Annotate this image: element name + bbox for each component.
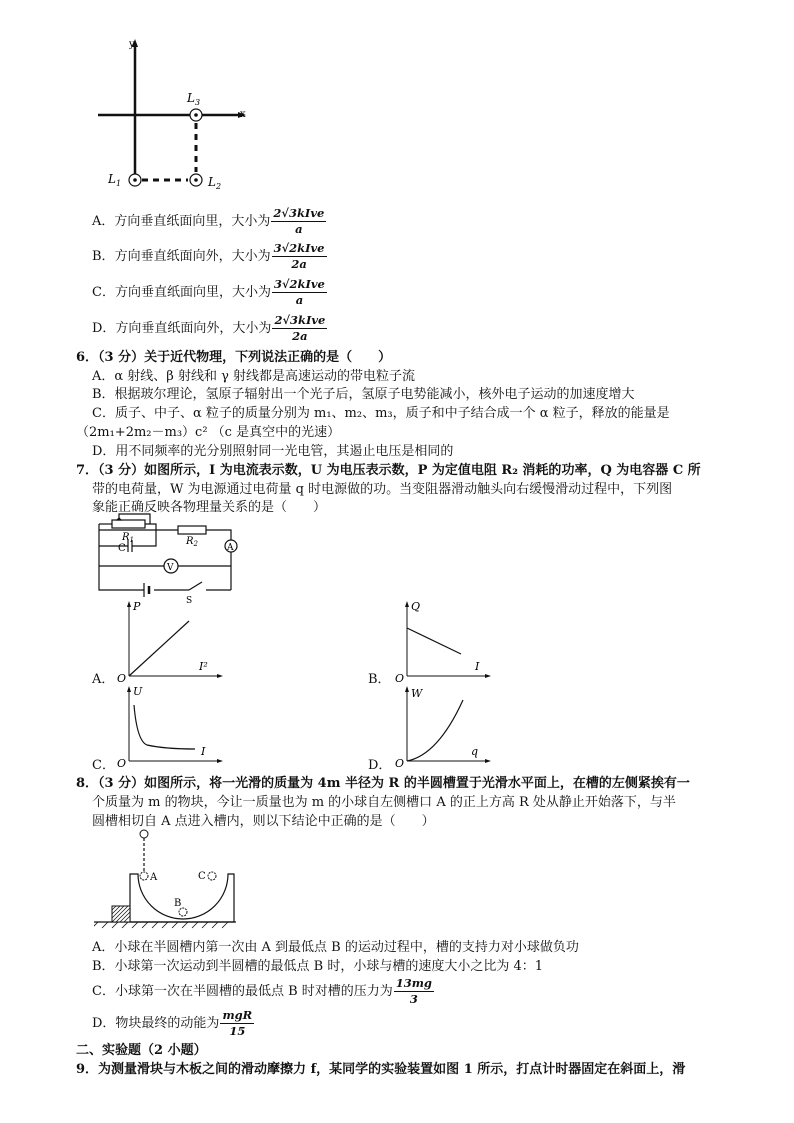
x-axis-label: x bbox=[240, 109, 246, 120]
fraction: $\frac{\text{3√2kIve}}{a}$ bbox=[273, 277, 325, 307]
q6-option-b[interactable]: B．根据玻尔理论，氢原子辐射出一个光子后，氢原子电势能减小，核外电子运动的加速度增大 bbox=[92, 387, 635, 402]
graph-a-xlabel: I² bbox=[199, 660, 208, 673]
q8-stem: 8．（3 分）如图所示，将一光滑的质量为 4m 半径为 R 的半圆槽置于光滑水平面上，在槽的左侧紧挨有一 bbox=[76, 776, 690, 791]
label-L2: $L_2$ bbox=[208, 175, 222, 191]
q5-option-c[interactable]: C．方向垂直纸面向里，大小为 $\frac{\text{3√2kIve}}{a}$ bbox=[92, 277, 325, 307]
graph-b-line bbox=[407, 628, 461, 654]
graph-d-xlabel: q bbox=[471, 745, 479, 758]
graph-d-curve bbox=[407, 700, 463, 761]
coordinate-figure bbox=[95, 35, 255, 195]
graph-c-xlabel: I bbox=[201, 745, 206, 758]
q7-graph-b bbox=[393, 598, 493, 683]
graph-a-line bbox=[129, 621, 189, 676]
y-axis-label: y bbox=[129, 39, 135, 50]
q8-option-a[interactable]: A．小球在半圆槽内第一次由 A 到最低点 B 的运动过程中，槽的支持力对小球做负功 bbox=[92, 940, 579, 955]
fraction: $\frac{\text{2√3kIve}}{a}$ bbox=[273, 206, 325, 236]
graph-b-xlabel: I bbox=[475, 660, 480, 673]
q7-circuit-diagram bbox=[94, 510, 244, 605]
graph-c-origin: O bbox=[117, 757, 127, 768]
q9-stem: 9．为测量滑块与木板之间的滑动摩擦力 f，某同学的实验装置如图 1 所示，打点计时器固定在斜面上，滑 bbox=[76, 1062, 686, 1077]
q7-option-d[interactable]: D． bbox=[368, 758, 392, 773]
q7-graph-c bbox=[115, 683, 225, 768]
ball-position-a bbox=[140, 872, 148, 880]
q6-option-c-cont: （2m₁+2m₂－m₃）c² （c 是真空中的光速） bbox=[76, 425, 341, 440]
graph-c-ylabel: U bbox=[133, 685, 143, 698]
q7-option-b[interactable]: B． bbox=[368, 672, 391, 687]
fig-label-B: B bbox=[174, 898, 182, 909]
graph-a-ylabel: P bbox=[133, 600, 141, 613]
q5-option-b[interactable]: B．方向垂直纸面向外，大小为 $\frac{\text{3√2kIve}}{2a}$ bbox=[92, 241, 325, 271]
circuit-label-V: V bbox=[167, 563, 174, 573]
q8-stem-line2: 个质量为 m 的物块，今让一质量也为 m 的小球自左侧槽口 A 的正上方高 R 处从静止开始落下，与半 bbox=[92, 795, 676, 810]
fig-label-A: A bbox=[150, 872, 158, 883]
q6-option-d[interactable]: D．用不同频率的光分别照射同一光电管，其遏止电压是相同的 bbox=[92, 444, 454, 459]
fraction: $\frac{13mg}{3}$ bbox=[395, 976, 432, 1006]
circuit-label-S: S bbox=[186, 596, 193, 605]
q7-option-c[interactable]: C． bbox=[92, 758, 115, 773]
fraction: $\frac{\text{3√2kIve}}{2a}$ bbox=[273, 241, 325, 271]
circuit-label-C: C bbox=[118, 543, 126, 554]
q7-graph-a bbox=[115, 598, 225, 683]
graph-a-origin: O bbox=[117, 672, 127, 683]
section-heading: 二、实验题（2 小题） bbox=[76, 1043, 207, 1058]
q8-option-d[interactable]: D．物块最终的动能为 $\frac{\text{mgR}}{15}$ bbox=[92, 1008, 253, 1038]
ball-icon bbox=[140, 830, 148, 838]
q7-graph-d bbox=[393, 683, 493, 768]
circuit-label-A: A bbox=[227, 543, 234, 553]
q6-option-c[interactable]: C．质子、中子、α 粒子的质量分别为 m₁、m₂、m₃，质子和中子结合成一个 α 粒子，释放的能量是 bbox=[92, 406, 670, 421]
q8-option-c[interactable]: C．小球第一次在半圆槽的最低点 B 时对槽的压力为 $\frac{13mg}{3}$ bbox=[92, 976, 432, 1006]
label-L3: $L_3$ bbox=[187, 91, 201, 107]
q7-stem-line3: 象能正确反映各物理量关系的是（ ） bbox=[92, 500, 327, 515]
q7-stem-line2: 带的电荷量，W 为电源通过电荷量 q 时电源做的功。当变阻器滑动触头向右缓慢滑动过程中，下列图 bbox=[92, 482, 673, 497]
q5-option-d[interactable]: D．方向垂直纸面向外，大小为 $\frac{\text{2√3kIve}}{2a}$ bbox=[92, 313, 326, 343]
graph-c-curve bbox=[134, 705, 195, 749]
label-L1: $L_1$ bbox=[108, 172, 122, 188]
q6-stem: 6．（3 分）关于近代物理，下列说法正确的是（ ） bbox=[76, 350, 392, 365]
q8-stem-line3: 圆槽相切自 A 点进入槽内，则以下结论中正确的是（ ） bbox=[92, 814, 435, 829]
graph-d-ylabel: W bbox=[411, 687, 423, 700]
graph-b-origin: O bbox=[395, 672, 405, 683]
q8-half-groove-figure bbox=[94, 826, 244, 931]
q8-option-b[interactable]: B．小球第一次运动到半圆槽的最低点 B 时，小球与槽的速度大小之比为 4：1 bbox=[92, 959, 544, 974]
ball-position-c bbox=[208, 872, 216, 880]
ball-position-b bbox=[179, 908, 187, 916]
fraction: $\frac{\text{mgR}}{15}$ bbox=[222, 1008, 253, 1038]
circuit-label-R1: $R_1$ bbox=[122, 532, 134, 544]
fraction: $\frac{\text{2√3kIve}}{2a}$ bbox=[274, 313, 326, 343]
circuit-label-R2: $R_2$ bbox=[186, 536, 198, 548]
q6-option-a[interactable]: A．α 射线、β 射线和 γ 射线都是高速运动的带电粒子流 bbox=[92, 369, 415, 384]
q5-option-a[interactable]: A．方向垂直纸面向里，大小为 $\frac{\text{2√3kIve}}{a}$ bbox=[92, 206, 325, 236]
fig-label-C: C bbox=[198, 871, 206, 882]
q7-stem: 7．（3 分）如图所示，I 为电流表示数，U 为电压表示数，P 为定值电阻 R₂ 消耗的功率，Q 为电容器 C 所 bbox=[76, 463, 701, 478]
q7-option-a[interactable]: A． bbox=[92, 672, 115, 687]
graph-d-origin: O bbox=[395, 757, 405, 768]
graph-b-ylabel: Q bbox=[411, 600, 421, 613]
